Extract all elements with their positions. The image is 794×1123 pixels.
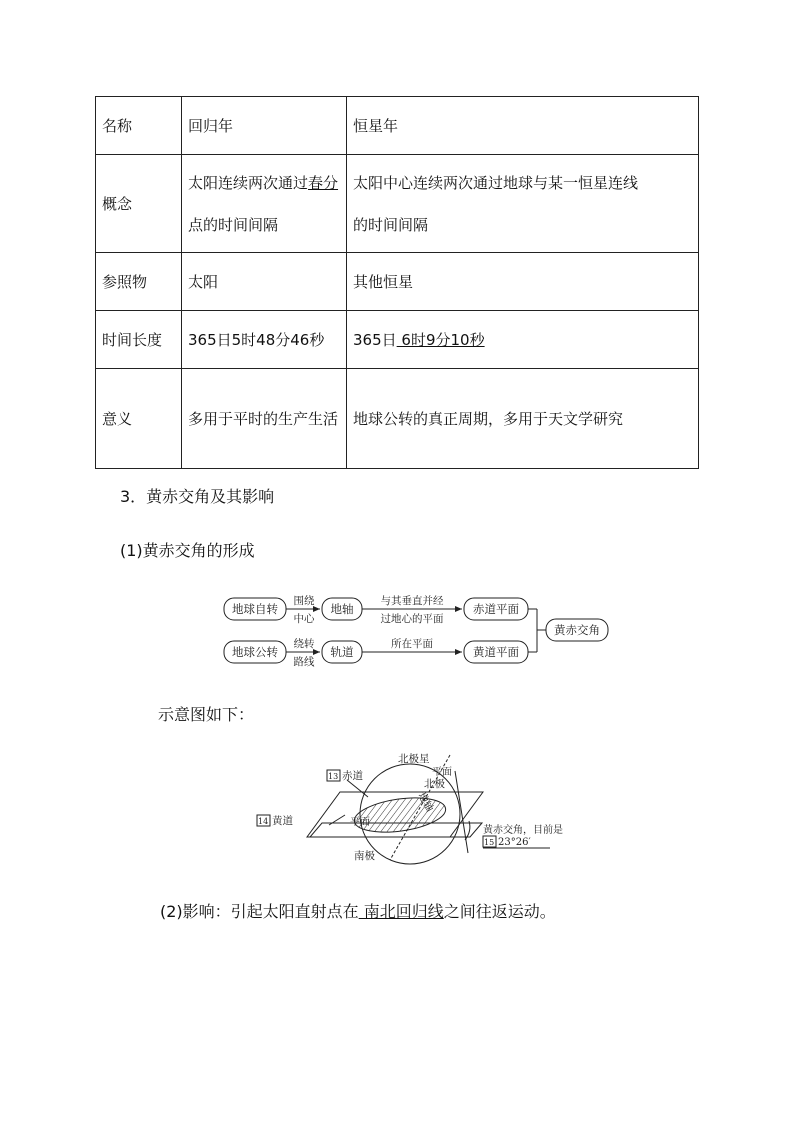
north-pole-label: 北极 (424, 778, 445, 790)
flow-label: 路线 (293, 656, 315, 668)
subsection-1-title: (1)黄赤交角的形成 (120, 541, 255, 560)
cell: 太阳 (182, 253, 347, 311)
flow-label: 与其垂直并经 (380, 595, 444, 607)
equator-hatched (352, 793, 448, 837)
sub2-text: 之间往返运动。 (443, 902, 556, 921)
diagram-intro: 示意图如下： (158, 705, 255, 724)
row-label: 意义 (96, 369, 182, 469)
flow-label: 所在平面 (391, 638, 433, 650)
header-cell: 回归年 (182, 97, 347, 155)
cell-text: 太阳连续两次通过 (188, 173, 309, 192)
header-cell: 名称 (96, 97, 182, 155)
south-pole-label: 南极 (354, 850, 375, 862)
equator-label: 赤道 (342, 770, 363, 782)
axis-label: 地轴 (415, 791, 435, 814)
obliquity-flowchart (220, 590, 620, 670)
year-comparison-table (95, 96, 699, 469)
row-label: 时间长度 (96, 311, 182, 369)
obliquity-value: 23°26′ (498, 837, 531, 848)
flow-earth-rotation: 地球自转 (232, 602, 278, 616)
flow-ecliptic-plane: 黄道平面 (473, 645, 519, 659)
flow-label: 过地心的平面 (380, 613, 444, 625)
flow-label: 中心 (293, 613, 315, 625)
cell (347, 155, 699, 253)
cell: 其他恒星 (347, 253, 699, 311)
table-row (96, 253, 699, 311)
table-row (96, 369, 699, 469)
table-row (96, 155, 699, 253)
cell (347, 311, 699, 369)
underlined-answer: 春分 (308, 173, 339, 192)
underlined-answer: 南北回归线 (358, 902, 444, 921)
flow-orbit: 轨道 (330, 645, 354, 659)
row-label: 参照物 (96, 253, 182, 311)
flow-equator-plane: 赤道平面 (473, 602, 519, 616)
cell-text: 太阳中心连续两次通过地球与某一恒星连线 (353, 173, 639, 192)
ecliptic-number: 14 (258, 817, 269, 826)
subsection-2 (160, 899, 556, 922)
angle-number: 15 (484, 838, 495, 847)
upper-plane-label: 平面 (432, 767, 452, 778)
flow-obliquity: 黄赤交角 (554, 623, 600, 637)
flow-label: 围绕 (293, 595, 315, 607)
flow-earth-revolution: 地球公转 (232, 645, 278, 659)
cell-text: 的时间间隔 (353, 215, 429, 234)
table-header-row (96, 97, 699, 155)
sub2-text: (2)影响：引起太阳直射点在 (160, 902, 359, 921)
cell: 365日5时48分46秒 (182, 311, 347, 369)
row-label: 概念 (96, 155, 182, 253)
section-3-title: 3．黄赤交角及其影响 (120, 487, 275, 506)
header-cell: 恒星年 (347, 97, 699, 155)
flow-label: 绕转 (293, 638, 315, 650)
table-row (96, 311, 699, 369)
equator-number: 13 (328, 772, 339, 781)
flow-axis: 地轴 (330, 602, 354, 616)
cell: 多用于平时的生产生活 (182, 369, 347, 469)
cell: 地球公转的真正周期，多用于天文学研究 (347, 369, 699, 469)
obliquity-label: 黄赤交角，目前是 (483, 825, 563, 836)
plane-label: 平面 (350, 817, 370, 828)
underlined-answer: 6时9分10秒 (396, 330, 485, 349)
cell (182, 155, 347, 253)
cell-text: 点的时间间隔 (188, 215, 279, 234)
cell-text: 365日 (353, 330, 397, 349)
north-star-label: 北极星 (398, 753, 430, 765)
ecliptic-label: 黄道 (272, 815, 293, 827)
obliquity-diagram (250, 745, 600, 870)
